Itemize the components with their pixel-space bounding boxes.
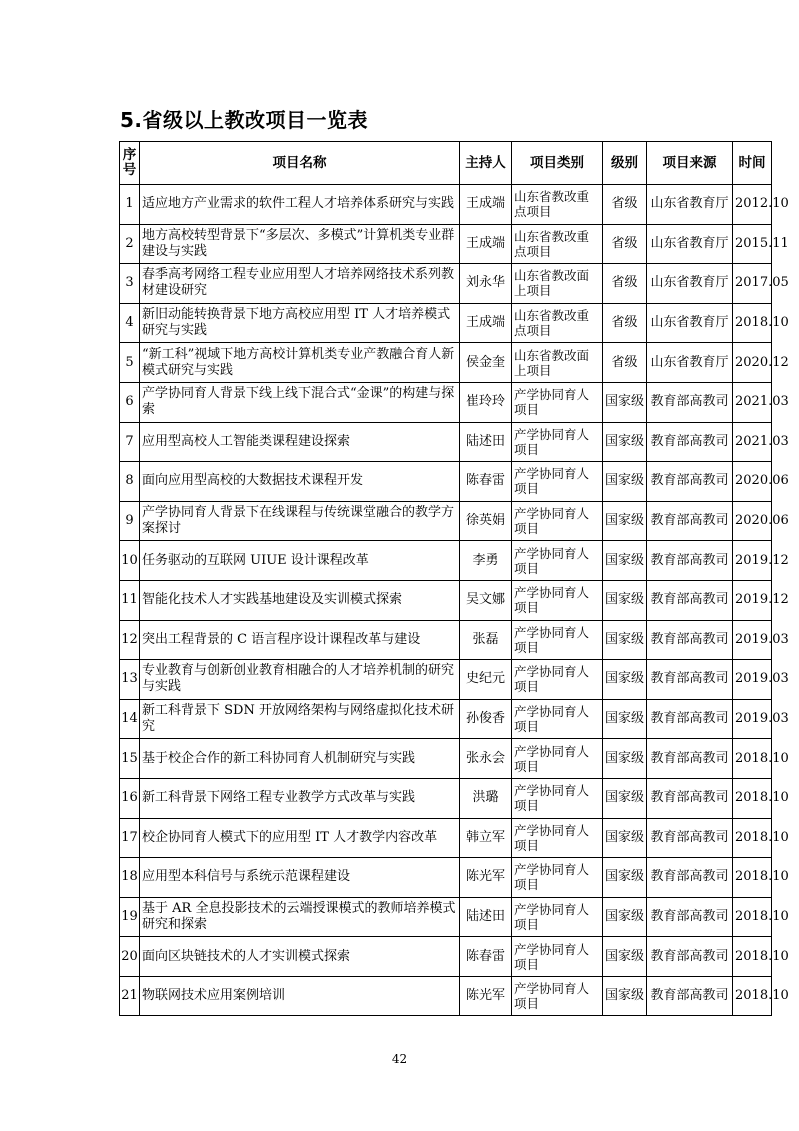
cell-host: 陈春雷 <box>460 937 512 977</box>
cell-project-type: 产学协同育人项目 <box>512 462 603 502</box>
cell-project-type: 产学协同育人项目 <box>512 976 603 1016</box>
cell-source: 教育部高教司 <box>647 462 733 502</box>
cell-host: 侯金奎 <box>460 343 512 383</box>
cell-source: 教育部高教司 <box>647 818 733 858</box>
cell-index: 13 <box>120 660 140 700</box>
cell-project-type: 产学协同育人项目 <box>512 620 603 660</box>
cell-time: 2019.12 <box>733 580 772 620</box>
cell-time: 2021.03 <box>733 382 772 422</box>
cell-project-name: 任务驱动的互联网 UIUE 设计课程改革 <box>140 541 460 581</box>
column-header-index: 序号 <box>120 142 140 185</box>
cell-project-type: 产学协同育人项目 <box>512 580 603 620</box>
cell-host: 史纪元 <box>460 660 512 700</box>
cell-time: 2020.12 <box>733 343 772 383</box>
cell-project-type: 山东省教改重点项目 <box>512 224 603 264</box>
cell-project-name: 产学协同育人背景下在线课程与传统课堂融合的教学方案探讨 <box>140 501 460 541</box>
cell-host: 张永会 <box>460 739 512 779</box>
cell-source: 山东省教育厅 <box>647 303 733 343</box>
cell-source: 教育部高教司 <box>647 699 733 739</box>
cell-level: 国家级 <box>603 462 647 502</box>
cell-time: 2012.10 <box>733 185 772 225</box>
cell-time: 2019.03 <box>733 620 772 660</box>
cell-host: 陈光军 <box>460 976 512 1016</box>
table-row <box>120 422 772 462</box>
cell-level: 国家级 <box>603 580 647 620</box>
column-header-source: 项目来源 <box>647 142 733 185</box>
cell-host: 王成端 <box>460 185 512 225</box>
cell-level: 省级 <box>603 264 647 304</box>
cell-time: 2019.12 <box>733 541 772 581</box>
cell-project-name: 新工科背景下 SDN 开放网络架构与网络虚拟化技术研究 <box>140 699 460 739</box>
cell-index: 16 <box>120 778 140 818</box>
cell-project-name: “新工科”视域下地方高校计算机类专业产教融合育人新模式研究与实践 <box>140 343 460 383</box>
cell-index: 12 <box>120 620 140 660</box>
cell-level: 国家级 <box>603 858 647 898</box>
cell-time: 2020.06 <box>733 501 772 541</box>
table-row <box>120 778 772 818</box>
cell-project-name: 产学协同育人背景下线上线下混合式“金课”的构建与探索 <box>140 382 460 422</box>
cell-project-name: 基于 AR 全息投影技术的云端授课模式的教师培养模式研究和探索 <box>140 897 460 937</box>
cell-level: 国家级 <box>603 541 647 581</box>
cell-time: 2018.10 <box>733 739 772 779</box>
cell-level: 国家级 <box>603 620 647 660</box>
cell-index: 21 <box>120 976 140 1016</box>
cell-time: 2018.10 <box>733 818 772 858</box>
table-row <box>120 541 772 581</box>
cell-host: 张磊 <box>460 620 512 660</box>
cell-host: 刘永华 <box>460 264 512 304</box>
cell-level: 省级 <box>603 224 647 264</box>
table-row <box>120 660 772 700</box>
cell-project-type: 产学协同育人项目 <box>512 501 603 541</box>
cell-project-type: 产学协同育人项目 <box>512 778 603 818</box>
column-header-level: 级别 <box>603 142 647 185</box>
cell-source: 教育部高教司 <box>647 937 733 977</box>
cell-project-name: 适应地方产业需求的软件工程人才培养体系研究与实践 <box>140 185 460 225</box>
cell-time: 2018.10 <box>733 937 772 977</box>
cell-project-type: 产学协同育人项目 <box>512 897 603 937</box>
table-body <box>120 185 789 1016</box>
cell-source: 教育部高教司 <box>647 897 733 937</box>
table-row <box>120 382 772 422</box>
cell-level: 国家级 <box>603 778 647 818</box>
table-row <box>120 818 772 858</box>
cell-time: 2018.10 <box>733 303 772 343</box>
cell-level: 国家级 <box>603 976 647 1016</box>
cell-project-name: 新旧动能转换背景下地方高校应用型 IT 人才培养模式研究与实践 <box>140 303 460 343</box>
cell-time: 2018.10 <box>733 778 772 818</box>
cell-source: 教育部高教司 <box>647 382 733 422</box>
cell-index: 6 <box>120 382 140 422</box>
cell-index: 14 <box>120 699 140 739</box>
cell-project-type: 产学协同育人项目 <box>512 422 603 462</box>
cell-level: 国家级 <box>603 739 647 779</box>
cell-time: 2019.03 <box>733 699 772 739</box>
cell-time: 2018.10 <box>733 858 772 898</box>
cell-source: 教育部高教司 <box>647 739 733 779</box>
cell-index: 18 <box>120 858 140 898</box>
cell-host: 陈光军 <box>460 858 512 898</box>
cell-host: 韩立军 <box>460 818 512 858</box>
cell-index: 10 <box>120 541 140 581</box>
cell-project-type: 产学协同育人项目 <box>512 699 603 739</box>
cell-source: 教育部高教司 <box>647 858 733 898</box>
table-row <box>120 185 772 225</box>
cell-source: 教育部高教司 <box>647 422 733 462</box>
cell-project-type: 产学协同育人项目 <box>512 541 603 581</box>
column-header-time: 时间 <box>733 142 772 185</box>
cell-project-type: 产学协同育人项目 <box>512 937 603 977</box>
cell-host: 陈春雷 <box>460 462 512 502</box>
cell-level: 国家级 <box>603 382 647 422</box>
page-heading: 5.省级以上教改项目一览表 <box>120 108 369 132</box>
cell-project-type: 山东省教改面上项目 <box>512 343 603 383</box>
cell-project-type: 山东省教改面上项目 <box>512 264 603 304</box>
cell-level: 国家级 <box>603 660 647 700</box>
table-row <box>120 501 772 541</box>
table-header-row <box>120 142 772 185</box>
cell-host: 孙俊香 <box>460 699 512 739</box>
cell-host: 陆述田 <box>460 897 512 937</box>
cell-project-name: 智能化技术人才实践基地建设及实训模式探索 <box>140 580 460 620</box>
table-row <box>120 580 772 620</box>
cell-index: 4 <box>120 303 140 343</box>
cell-host: 李勇 <box>460 541 512 581</box>
cell-project-type: 山东省教改重点项目 <box>512 185 603 225</box>
cell-source: 教育部高教司 <box>647 501 733 541</box>
cell-index: 17 <box>120 818 140 858</box>
table-row <box>120 937 772 977</box>
page-number: 42 <box>391 1052 408 1066</box>
cell-level: 国家级 <box>603 699 647 739</box>
cell-source: 教育部高教司 <box>647 778 733 818</box>
table-row <box>120 976 772 1016</box>
cell-index: 20 <box>120 937 140 977</box>
column-header-name: 项目名称 <box>140 142 460 185</box>
cell-index: 5 <box>120 343 140 383</box>
cell-level: 国家级 <box>603 501 647 541</box>
table-row <box>120 739 772 779</box>
table-row <box>120 224 772 264</box>
cell-index: 1 <box>120 185 140 225</box>
column-header-host: 主持人 <box>460 142 512 185</box>
cell-level: 省级 <box>603 303 647 343</box>
cell-level: 国家级 <box>603 422 647 462</box>
projects-table <box>119 141 789 1016</box>
cell-source: 教育部高教司 <box>647 976 733 1016</box>
cell-project-name: 面向区块链技术的人才实训模式探索 <box>140 937 460 977</box>
cell-level: 国家级 <box>603 818 647 858</box>
table-row <box>120 303 772 343</box>
cell-level: 国家级 <box>603 897 647 937</box>
cell-source: 山东省教育厅 <box>647 185 733 225</box>
cell-time: 2020.06 <box>733 462 772 502</box>
cell-project-name: 地方高校转型背景下“多层次、多模式”计算机类专业群建设与实践 <box>140 224 460 264</box>
cell-source: 教育部高教司 <box>647 660 733 700</box>
cell-time: 2017.05 <box>733 264 772 304</box>
cell-source: 山东省教育厅 <box>647 343 733 383</box>
cell-host: 陆述田 <box>460 422 512 462</box>
cell-time: 2019.03 <box>733 660 772 700</box>
cell-project-name: 新工科背景下网络工程专业教学方式改革与实践 <box>140 778 460 818</box>
cell-host: 徐英娟 <box>460 501 512 541</box>
cell-project-name: 面向应用型高校的大数据技术课程开发 <box>140 462 460 502</box>
table-row <box>120 462 772 502</box>
cell-source: 教育部高教司 <box>647 620 733 660</box>
cell-index: 2 <box>120 224 140 264</box>
cell-project-name: 校企协同育人模式下的应用型 IT 人才教学内容改革 <box>140 818 460 858</box>
cell-time: 2021.03 <box>733 422 772 462</box>
cell-host: 王成端 <box>460 224 512 264</box>
cell-source: 山东省教育厅 <box>647 264 733 304</box>
cell-index: 3 <box>120 264 140 304</box>
column-header-type: 项目类别 <box>512 142 603 185</box>
cell-index: 9 <box>120 501 140 541</box>
cell-project-type: 山东省教改重点项目 <box>512 303 603 343</box>
cell-host: 崔玲玲 <box>460 382 512 422</box>
cell-project-name: 应用型高校人工智能类课程建设探索 <box>140 422 460 462</box>
cell-project-name: 应用型本科信号与系统示范课程建设 <box>140 858 460 898</box>
cell-source: 教育部高教司 <box>647 580 733 620</box>
cell-index: 7 <box>120 422 140 462</box>
cell-project-name: 物联网技术应用案例培训 <box>140 976 460 1016</box>
cell-level: 省级 <box>603 185 647 225</box>
cell-time: 2018.10 <box>733 897 772 937</box>
cell-project-type: 产学协同育人项目 <box>512 739 603 779</box>
cell-project-type: 产学协同育人项目 <box>512 660 603 700</box>
cell-project-type: 产学协同育人项目 <box>512 382 603 422</box>
cell-index: 11 <box>120 580 140 620</box>
cell-index: 8 <box>120 462 140 502</box>
cell-time: 2015.11 <box>733 224 772 264</box>
table-row <box>120 897 772 937</box>
cell-project-name: 春季高考网络工程专业应用型人才培养网络技术系列教材建设研究 <box>140 264 460 304</box>
cell-project-name: 基于校企合作的新工科协同育人机制研究与实践 <box>140 739 460 779</box>
cell-host: 王成端 <box>460 303 512 343</box>
cell-index: 19 <box>120 897 140 937</box>
cell-source: 山东省教育厅 <box>647 224 733 264</box>
table-row <box>120 620 772 660</box>
cell-project-type: 产学协同育人项目 <box>512 858 603 898</box>
cell-project-name: 专业教育与创新创业教育相融合的人才培养机制的研究与实践 <box>140 660 460 700</box>
cell-project-name: 突出工程背景的 C 语言程序设计课程改革与建设 <box>140 620 460 660</box>
cell-project-type: 产学协同育人项目 <box>512 818 603 858</box>
table-row <box>120 858 772 898</box>
cell-host: 洪璐 <box>460 778 512 818</box>
cell-index: 15 <box>120 739 140 779</box>
cell-level: 省级 <box>603 343 647 383</box>
table-row <box>120 264 772 304</box>
cell-level: 国家级 <box>603 937 647 977</box>
cell-host: 吴文娜 <box>460 580 512 620</box>
table-row <box>120 699 772 739</box>
cell-source: 教育部高教司 <box>647 541 733 581</box>
cell-time: 2018.10 <box>733 976 772 1016</box>
table-row <box>120 343 772 383</box>
